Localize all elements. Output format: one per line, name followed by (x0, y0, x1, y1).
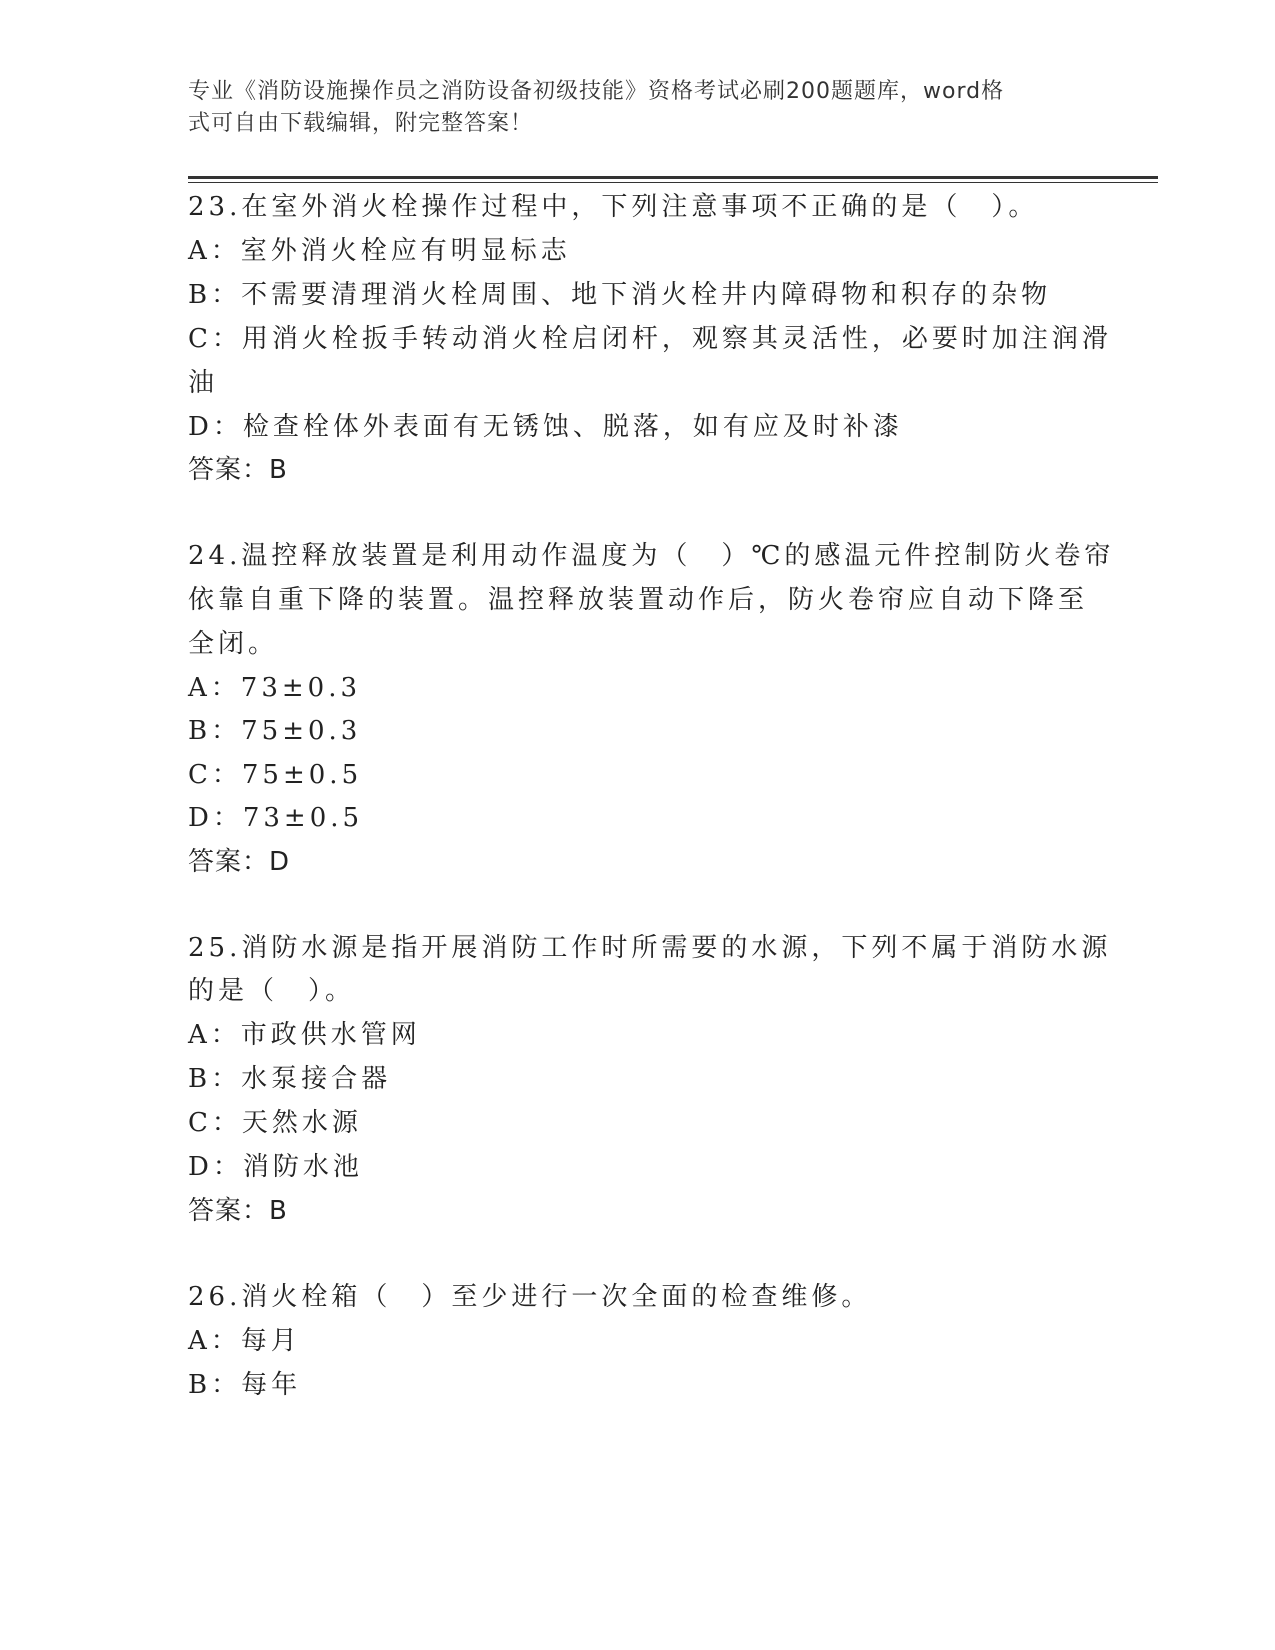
option-c-continued: 油 (188, 368, 219, 398)
header-line-1: 专业《消防设施操作员之消防设备初级技能》资格考试必刷200题题库，word格 (188, 79, 1005, 104)
header-divider-thin (188, 182, 1158, 183)
option-a: A：室外消火栓应有明显标志 (188, 236, 571, 266)
option-b: B：75±0.3 (188, 716, 362, 746)
option-c: C：天然水源 (188, 1108, 362, 1138)
option-b: B：不需要清理消火栓周围、地下消火栓井内障碍物和积存的杂物 (188, 280, 1052, 310)
option-d: D：检查栓体外表面有无锈蚀、脱落，如有应及时补漆 (188, 412, 903, 442)
question-stem-line-3: 全闭。 (188, 629, 279, 659)
question-stem-line-2: 的是（ ）。 (188, 976, 356, 1006)
option-a: A：每月 (188, 1326, 301, 1356)
option-c: C：75±0.5 (188, 760, 363, 790)
document-header (188, 76, 1068, 140)
option-d: D：消防水池 (188, 1152, 363, 1182)
question-stem: 26.消火栓箱（ ）至少进行一次全面的检查维修。 (188, 1282, 872, 1312)
option-c: C：用消火栓扳手转动消火栓启闭杆，观察其灵活性，必要时加注润滑 (188, 324, 1112, 354)
question-stem: 24.温控释放装置是利用动作温度为（ ）℃的感温元件控制防火卷帘 (188, 541, 1115, 571)
header-line-2: 式可自由下载编辑，附完整答案！ (188, 111, 534, 136)
answer-label: 答案：B (188, 455, 288, 485)
option-b: B：每年 (188, 1370, 302, 1400)
option-a: A：市政供水管网 (188, 1020, 421, 1050)
question-stem: 23.在室外消火栓操作过程中，下列注意事项不正确的是（ ）。 (188, 192, 1039, 222)
answer-label: 答案：D (188, 847, 291, 877)
answer-label: 答案：B (188, 1196, 288, 1226)
question-stem-line-2: 依靠自重下降的装置。温控释放装置动作后，防火卷帘应自动下降至 (188, 585, 1089, 615)
header-divider-thick (188, 176, 1158, 179)
option-b: B：水泵接合器 (188, 1064, 392, 1094)
option-d: D：73±0.5 (188, 803, 364, 833)
option-a: A：73±0.3 (188, 673, 361, 703)
question-stem: 25.消防水源是指开展消防工作时所需要的水源，下列不属于消防水源 (188, 933, 1112, 963)
